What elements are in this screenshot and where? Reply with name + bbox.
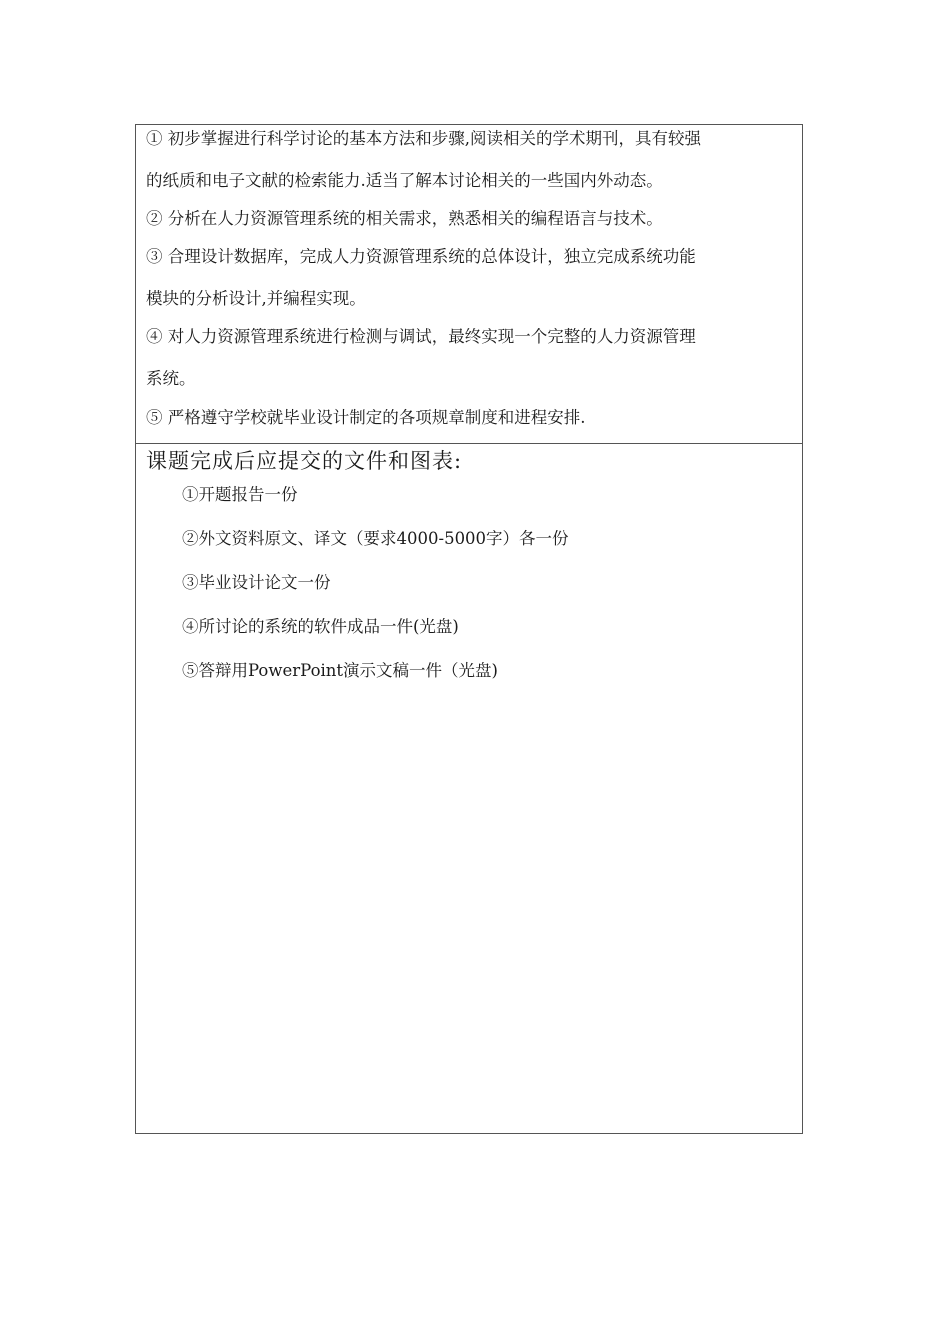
deliverables-heading: 课题完成后应提交的文件和图表: (146, 449, 463, 473)
requirement-line-2: ② 分析在人力资源管理系统的相关需求，熟悉相关的编程语言与技术。 (146, 209, 663, 228)
deliverable-item-4: ④所讨论的系统的软件成品一件(光盘) (182, 617, 459, 636)
deliverable-item-1: ①开题报告一份 (182, 485, 298, 504)
requirement-line-5: ⑤ 严格遵守学校就毕业设计制定的各项规章制度和进程安排. (146, 408, 586, 427)
requirement-line-4-cont: 系统。 (146, 369, 196, 388)
requirement-line-3-cont: 模块的分析设计,并编程实现。 (146, 289, 366, 308)
requirement-line-3: ③ 合理设计数据库，完成人力资源管理系统的总体设计，独立完成系统功能 (146, 247, 696, 266)
requirements-cell (136, 125, 802, 444)
document-table (135, 124, 803, 1134)
deliverables-cell (136, 444, 802, 1133)
deliverable-item-3: ③毕业设计论文一份 (182, 573, 331, 592)
deliverable-item-2: ②外文资料原文、译文（要求4000-5000字）各一份 (182, 529, 569, 548)
requirement-line-4: ④ 对人力资源管理系统进行检测与调试，最终实现一个完整的人力资源管理 (146, 327, 696, 346)
requirement-line-1-cont: 的纸质和电子文献的检索能力.适当了解本讨论相关的一些国内外动态。 (146, 171, 663, 190)
requirement-line-1: ① 初步掌握进行科学讨论的基本方法和步骤,阅读相关的学术期刊，具有较强 (146, 129, 701, 148)
deliverable-item-5: ⑤答辩用PowerPoint演示文稿一件（光盘) (182, 661, 498, 680)
